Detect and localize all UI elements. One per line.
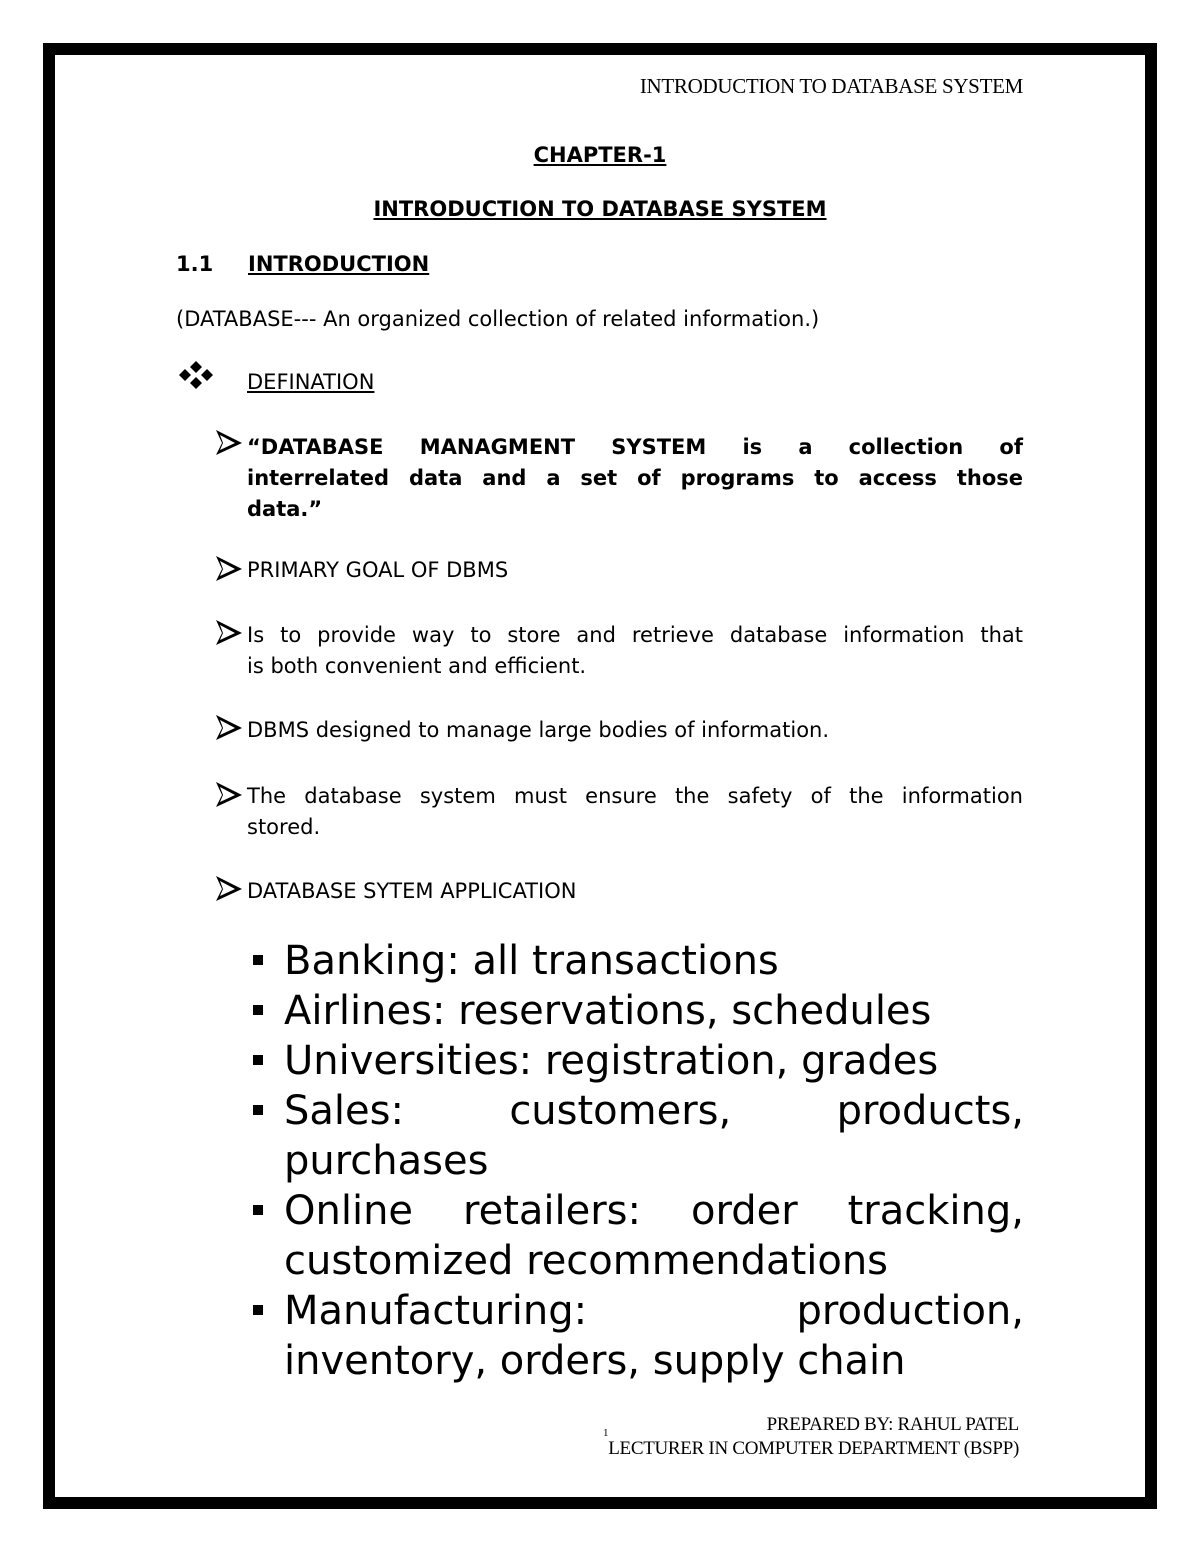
list-item: Airlines: reservations, schedules — [250, 986, 1024, 1036]
safety-line: The database system must ensure the safety of the information — [247, 784, 1023, 808]
page-number: 1 — [603, 1427, 609, 1439]
list-item: Universities: registration, grades — [250, 1036, 1024, 1086]
dbms-definition-line: interrelated data and a set of programs to access those — [247, 466, 1023, 490]
goal-text — [247, 620, 1023, 682]
four-diamond-icon — [178, 360, 214, 390]
list-item: Banking: all transactions — [250, 936, 1024, 986]
database-definition: (DATABASE--- An organized collection of related information.) — [176, 307, 820, 331]
arrowhead-icon — [214, 618, 244, 646]
list-item: Manufacturing: production, inventory, orders, supply chain — [250, 1286, 1024, 1386]
dbms-designed-text: DBMS designed to manage large bodies of information. — [247, 718, 830, 742]
dbms-definition — [247, 432, 1023, 525]
safety-text — [247, 781, 1023, 843]
defination-heading: DEFINATION — [247, 370, 375, 394]
applications-list — [250, 936, 1024, 1386]
square-bullet-icon — [253, 1305, 263, 1315]
arrowhead-icon — [214, 874, 244, 902]
chapter-label: CHAPTER-1 — [533, 143, 667, 167]
square-bullet-icon — [253, 1105, 263, 1115]
arrowhead-icon — [214, 780, 244, 808]
list-item: Sales: customers, products, purchases — [250, 1086, 1024, 1186]
section-title: INTRODUCTION — [248, 252, 430, 276]
lecturer-line: LECTURER IN COMPUTER DEPARTMENT (BSPP) — [608, 1438, 1019, 1459]
goal-line: is both convenient and efficient. — [247, 654, 587, 678]
arrowhead-icon — [214, 713, 244, 741]
square-bullet-icon — [253, 1005, 263, 1015]
section-number: 1.1 — [176, 252, 214, 276]
list-item: Online retailers: order tracking, customized recommendations — [250, 1186, 1024, 1286]
arrowhead-icon — [214, 554, 244, 582]
primary-goal-heading: PRIMARY GOAL OF DBMS — [247, 558, 509, 582]
running-header: INTRODUCTION TO DATABASE SYSTEM — [639, 74, 1023, 98]
safety-line: stored. — [247, 815, 321, 839]
section-heading — [176, 252, 429, 276]
dbms-definition-line: “DATABASE MANAGMENT SYSTEM is a collection of — [247, 435, 1023, 459]
applications-heading: DATABASE SYTEM APPLICATION — [247, 879, 577, 903]
square-bullet-icon — [253, 955, 263, 965]
prepared-by: PREPARED BY: RAHUL PATEL — [766, 1414, 1019, 1435]
dbms-definition-line: data.” — [247, 497, 323, 521]
arrowhead-icon — [214, 428, 244, 456]
chapter-title: INTRODUCTION TO DATABASE SYSTEM — [373, 197, 827, 221]
goal-line: Is to provide way to store and retrieve database information that — [247, 623, 1023, 647]
square-bullet-icon — [253, 1055, 263, 1065]
square-bullet-icon — [253, 1205, 263, 1215]
